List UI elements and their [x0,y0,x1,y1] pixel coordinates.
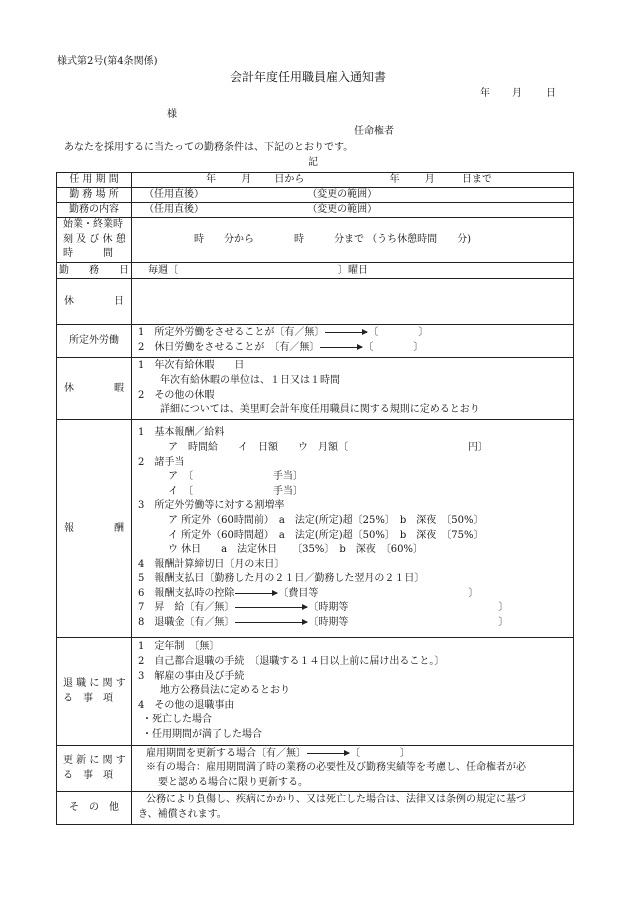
label-retire [57,638,132,746]
renewal-line2: ※有の場合：雇用期間満了時の業務の必要性及び勤務実績等を考慮し、任命権者が必 [146,762,526,774]
row-hours [57,218,574,263]
retire-line7: ・任用期間が満了した場合 [142,728,262,740]
pay-line12 [138,587,573,602]
row-duties [57,203,574,218]
pay-line8: イ 所定外（60時間超） a 法定(所定)超〔50%〕 b 深夜 〔75%〕 [168,529,484,541]
duties-value [132,203,574,218]
pay-line14-bracket: 〔時期等 〕 [308,617,509,629]
overtime-line1-text: 1 所定外労働をさせることが〔有／無〕 [138,327,325,339]
row-holidays [57,279,574,325]
period-to-day: 日まで [461,174,492,185]
pay-line13 [138,601,573,616]
label-workplace: 勤 務 場 所 [57,188,132,203]
label-hours-line2: 刻 及 び 休 憩 [63,233,126,245]
period-value [132,173,574,188]
label-workdays: 勤 務 日 [57,263,132,279]
row-retire [57,638,574,746]
row-workplace [57,188,574,203]
period-from-year: 年 [206,174,216,185]
row-leave [57,358,574,420]
leave-line2: 年次有給休暇の単位は、１日又は１時間 [160,374,340,386]
label-retire-line1: 退 職 に 関 す [63,677,126,689]
workplace-value [132,188,574,203]
row-overtime [57,325,574,358]
retire-value [132,638,574,746]
date-year: 年 [480,88,490,99]
retire-line1: 1 定年制 〔無〕 [138,641,220,653]
retire-line4: 地方公務員法に定めるとおり [160,685,290,697]
label-renewal [57,746,132,792]
workdays-text: 毎週〔 〕曜日 [148,264,368,276]
label-retire-line2: る 事 項 [63,692,113,704]
other-line1: 公務により負傷し、疾病にかかり、又は死亡した場合は、法律又は条例の規定に基づ [146,794,526,806]
row-other [57,792,574,825]
arrow-icon [235,622,307,623]
pay-line12-bracket: 〔費目等 〕 [278,587,479,599]
hours-text: 時 分から 時 分まで （うち休憩時間 分) [194,234,472,245]
overtime-value [132,325,574,358]
pay-line10: 4 報酬計算締切日〔月の末日〕 [138,558,285,570]
pay-line3: 2 諸手当 [138,456,185,468]
label-hours-line1: 始業・終業時 [63,219,123,231]
pay-line13-bracket: 〔時期等 〕 [308,602,509,614]
overtime-line1 [138,326,573,341]
pay-line4: ア 〔 手当〕 [168,471,303,483]
label-leave: 休 暇 [57,358,132,420]
ki-heading: 記 [308,157,318,168]
addressee-suffix: 様 [167,109,177,120]
pay-line13-text: 7 昇 給〔有／無〕 [138,602,235,614]
pay-line12-text: 6 報酬支払時の控除 [138,587,235,599]
row-renewal [57,746,574,792]
label-hours-line3: 時 間 [63,248,113,260]
leave-line1: 1 年次有給休暇 日 [138,360,245,372]
retire-line5: 4 その他の退職事由 [138,699,235,711]
workdays-value [132,263,574,279]
arrow-icon [235,607,307,608]
renewal-line1 [138,747,573,762]
overtime-line2 [138,341,573,356]
leave-line4: 詳細については、美里町会計年度任用職員に関する規則に定めるとおり [160,404,480,416]
other-value [132,792,574,825]
pay-line9: ウ 休日 a 法定休日 〔35%〕 b 深夜 〔60%〕 [168,544,423,556]
overtime-line2-text: 2 休日労働をさせることが 〔有／無〕 [138,342,320,353]
label-hours [57,218,132,263]
form-number: 様式第2号(第4条関係) [57,56,158,67]
period-from-day: 日から [274,174,305,185]
label-overtime: 所定外労働 [57,325,132,358]
leave-line3: 2 その他の休暇 [138,389,215,401]
pay-line2: ア 時間給 イ 日額 ウ 月額〔 円〕 [168,441,488,453]
pay-line7: ア 所定外（60時間前） a 法定(所定)超〔25%〕 b 深夜 〔50%〕 [168,514,484,526]
hours-value [132,218,574,263]
arrow-icon [320,347,362,348]
duties-change-range: （変更の範囲） [307,204,378,215]
date-day: 日 [546,88,556,99]
arrow-icon [325,332,367,333]
label-period: 任 用 期 間 [57,173,132,188]
label-other: そ の 他 [57,792,132,825]
label-renewal-line1: 更 新 に 関 す [63,754,126,766]
pay-line11: 5 報酬支払日〔勤務した月の２１日／勤務した翌月の２１日〕 [138,573,425,585]
renewal-value [132,746,574,792]
renewal-line1-text: 雇用期間を更新する場合〔有／無〕 [146,747,306,759]
label-renewal-line2: る 事 項 [63,769,113,781]
workplace-change-range: （変更の範囲） [307,189,378,200]
conditions-table [56,172,574,825]
label-pay: 報 酬 [57,420,132,638]
arrow-icon [235,593,277,594]
retire-line6: ・死亡した場合 [142,714,212,726]
arrow-icon [307,753,349,754]
row-workdays [57,263,574,279]
renewal-line1-bracket: 〔 〕 [350,747,410,759]
pay-line6: 3 所定外労働等に対する割増率 [138,500,285,512]
renewal-line3: 要と認める場合に限り更新する。 [158,776,308,788]
holidays-value [132,279,574,325]
period-from-month: 月 [241,174,252,185]
pay-line1: 1 基本報酬／給料 [138,427,225,439]
page-title: 会計年度任用職員雇入通知書 [230,70,387,84]
pay-value [132,420,574,638]
intro-text: あなたを採用するに当たっての勤務条件は、下記のとおりです。 [64,142,354,153]
retire-line3: 3 解雇の事由及び手続 [138,670,245,682]
overtime-line2-bracket: 〔 〕 [363,342,424,353]
overtime-line1-bracket: 〔 〕 [368,327,429,339]
other-line2: き、補償されます。 [138,809,227,820]
duties-initial: （任用直後） [144,204,204,215]
label-holidays: 休 日 [57,279,132,325]
workplace-initial: （任用直後） [144,189,204,200]
pay-line5: イ 〔 手当〕 [168,485,303,497]
pay-line14 [138,616,573,631]
date-month: 月 [512,88,522,99]
row-pay [57,420,574,638]
pay-line14-text: 8 退職金〔有／無〕 [138,617,235,629]
retire-line2: 2 自己都合退職の手続 〔退職する１４日以上前に届け出ること。〕 [138,656,445,668]
leave-value [132,358,574,420]
appointer-label: 任命権者 [354,126,394,137]
period-to-month: 月 [424,174,435,185]
period-to-year: 年 [389,174,400,185]
row-period [57,173,574,188]
label-duties: 勤務の内容 [57,203,132,218]
